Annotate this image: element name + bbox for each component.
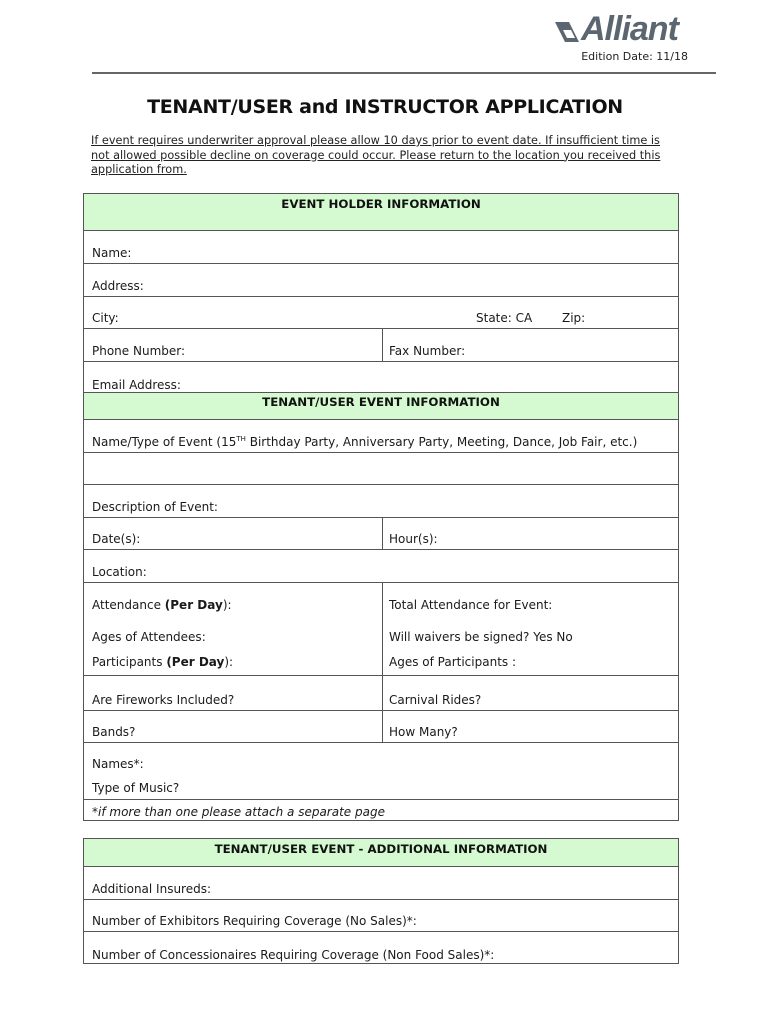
music-label: Type of Music? [92,781,180,795]
exhibitors-label: Number of Exhibitors Requiring Coverage (No Sales)*: [92,914,417,928]
location-row[interactable] [84,550,678,583]
names-row[interactable] [84,743,678,774]
event-type-blank-row[interactable] [84,453,678,485]
event-holder-section [83,193,679,821]
address-row[interactable] [84,264,678,297]
zip-label: Zip: [562,311,586,325]
participants-label: Participants (Per Day): [92,655,234,669]
phone-row[interactable] [84,329,678,362]
name-row[interactable] [84,231,678,264]
city-row[interactable] [84,297,678,329]
attendance-label: Attendance (Per Day): [92,598,232,612]
page-title: TENANT/USER and INSTRUCTOR APPLICATION [147,96,623,118]
concessionaires-label: Number of Concessionaires Requiring Coverage (Non Food Sales)*: [92,948,495,962]
alliant-logo [555,10,695,48]
dates-label: Date(s): [92,532,141,546]
additional-section [83,838,679,964]
insureds-label: Additional Insureds: [92,882,212,896]
participants-row[interactable] [84,647,678,676]
ages-participants-label: Ages of Participants : [389,655,517,669]
city-label: City: [92,311,119,325]
names-label: Names*: [92,757,144,771]
note-row [84,800,678,820]
phone-label: Phone Number: [92,344,186,358]
location-label: Location: [92,565,147,579]
event-type-row[interactable] [84,420,678,453]
event-holder-header: EVENT HOLDER INFORMATION [84,194,678,231]
name-label: Name: [92,246,132,260]
ages-attendees-row[interactable] [84,615,678,647]
attendance-row[interactable] [84,583,678,615]
header-divider [92,72,716,74]
waivers-label: Will waivers be signed? Yes No [389,630,573,644]
edition-date: Edition Date: 11/18 [581,50,688,63]
ages-attendees-label: Ages of Attendees: [92,630,206,644]
bands-label: Bands? [92,725,136,739]
total-attendance-label: Total Attendance for Event: [389,598,553,612]
address-label: Address: [92,279,144,293]
alliant-logo-mark-icon [555,16,583,44]
separate-page-note: *if more than one please attach a separate page [92,805,385,819]
email-label: Email Address: [92,378,181,392]
dates-row[interactable] [84,518,678,550]
tenant-event-header: TENANT/USER EVENT INFORMATION [84,393,678,420]
alliant-logo-text: Alliant [581,10,678,48]
bands-row[interactable] [84,711,678,743]
fireworks-row[interactable] [84,676,678,711]
description-row[interactable] [84,485,678,518]
description-label: Description of Event: [92,500,218,514]
exhibitors-row[interactable] [84,900,678,932]
how-many-label: How Many? [389,725,458,739]
concessionaires-row[interactable] [84,932,678,963]
state-label: State: CA [476,311,533,325]
fax-label: Fax Number: [389,344,466,358]
fireworks-label: Are Fireworks Included? [92,693,235,707]
insureds-row[interactable] [84,867,678,900]
hours-label: Hour(s): [389,532,438,546]
intro-note: If event requires underwriter approval please allow 10 days prior to event date. If insufficient time is not allowed possible decline on coverage could occur. Please return to the location you received this application from. [91,134,661,176]
event-type-label: Name/Type of Event (15TH Birthday Party, Anniversary Party, Meeting, Dance, Job Fair, etc.) [92,435,638,449]
carnival-label: Carnival Rides? [389,693,482,707]
music-row[interactable] [84,774,678,800]
additional-header: TENANT/USER EVENT - ADDITIONAL INFORMATION [84,839,678,867]
email-row[interactable] [84,362,678,393]
